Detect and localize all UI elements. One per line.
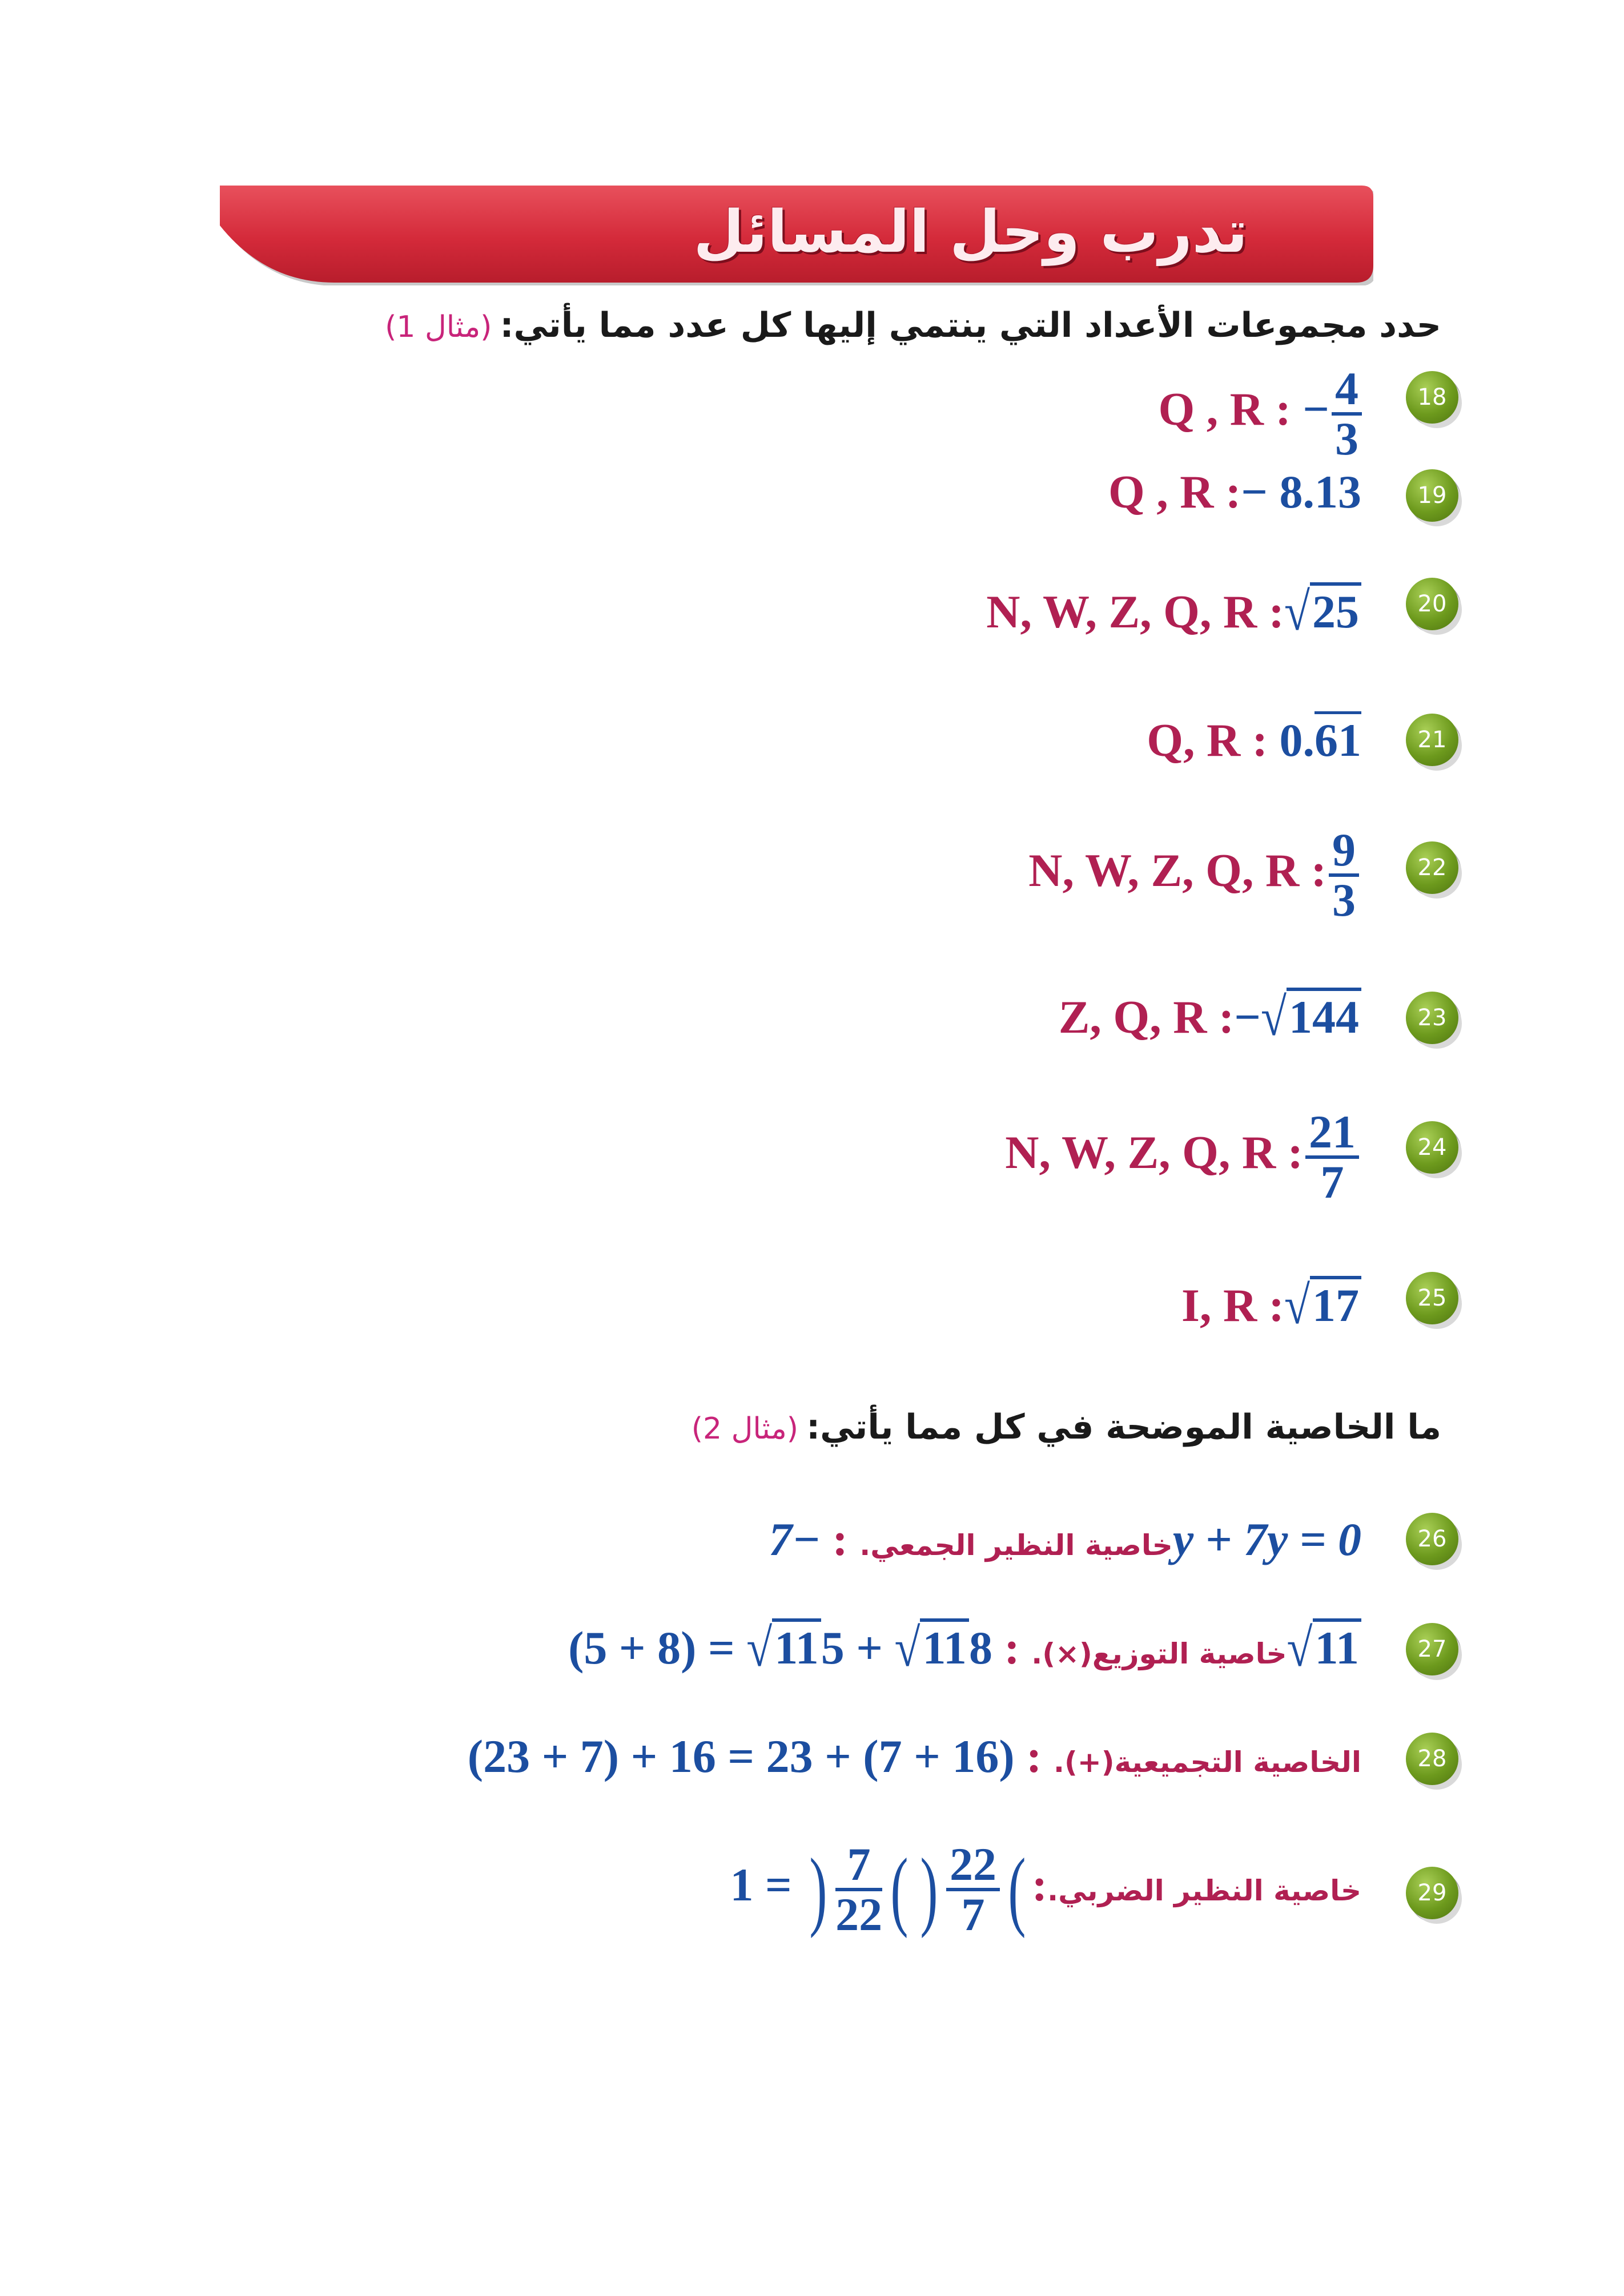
item-21 (1147, 714, 1361, 767)
radicand: 17 (1310, 1276, 1361, 1331)
number-sets: Q, R (1147, 714, 1241, 766)
item-22 (1028, 824, 1361, 926)
denominator: 7 (961, 1888, 985, 1940)
square-root: √144 (1261, 990, 1361, 1044)
radicand: 144 (1287, 988, 1361, 1043)
fraction (946, 1838, 1000, 1940)
number-sets: I, R (1181, 1279, 1257, 1331)
instruction-heading-1 (385, 305, 1441, 345)
property-name: خاصية النظير الجمعي. (859, 1529, 1173, 1562)
numerator: 4 (1332, 365, 1362, 416)
plus: + (844, 1622, 895, 1674)
fraction (1305, 1106, 1359, 1208)
item-23 (1058, 987, 1361, 1047)
colon: : (1299, 844, 1326, 896)
decimal-lead: 0. (1279, 714, 1315, 766)
fraction (1329, 824, 1359, 926)
instruction-heading-2 (692, 1407, 1441, 1447)
colon: : (1257, 586, 1284, 638)
item-number-badge: 28 (1406, 1733, 1458, 1785)
square-root: √11 (746, 1621, 821, 1675)
number-sets: Z, Q, R (1058, 991, 1207, 1043)
item-number-badge: 26 (1406, 1513, 1458, 1565)
numerator: 7 (835, 1841, 882, 1891)
item-number-badge: 29 (1406, 1867, 1458, 1919)
square-root: √11 (894, 1621, 969, 1675)
radicand: 11 (772, 1618, 821, 1674)
number-sets: N, W, Z, Q, R (986, 586, 1257, 638)
property-name: خاصية التوزيع(×). (1031, 1637, 1287, 1670)
heading-2-text: ما الخاصية الموضحة في كل مما يأتي: (806, 1407, 1441, 1447)
numerator: 9 (1329, 827, 1359, 877)
colon: : (1213, 466, 1241, 518)
item-24 (1005, 1106, 1361, 1208)
colon: : (992, 1622, 1032, 1674)
heading-1-ref: (مثال 1) (385, 310, 492, 344)
section-title: تدرب وحل المسائل (693, 198, 1248, 266)
number-sets: Q , R (1108, 466, 1214, 518)
item-25 (1181, 1275, 1361, 1335)
expression: −7y + 7y = 0 (769, 1513, 1361, 1565)
radicand: 11 (1313, 1618, 1361, 1674)
number-sets: N, W, Z, Q, R (1028, 844, 1300, 896)
colon: : (1257, 1279, 1284, 1331)
item-number-badge: 20 (1406, 578, 1458, 630)
property-29: خاصية النظير الضربي.:( $\frac{22}{7}$ )( $\frac{7}{22}$ ) = 1 (730, 1838, 1361, 1940)
square-root: √25 (1284, 585, 1361, 639)
heading-2-ref: (مثال 2) (691, 1412, 799, 1446)
number-sets: N, W, Z, Q, R (1005, 1126, 1276, 1178)
property-name: الخاصية التجميعية(+). (1053, 1746, 1361, 1779)
expression: (16 + 7) + 23 = 16 + (7 + 23) (467, 1730, 1015, 1782)
equals-part: = 1 (730, 1858, 804, 1911)
fraction (1332, 362, 1362, 465)
property-28 (468, 1730, 1361, 1783)
equals-part: = (8 + 5) (568, 1622, 747, 1674)
property-27 (568, 1618, 1361, 1678)
section-banner (220, 186, 1373, 285)
item-number-badge: 19 (1406, 469, 1458, 522)
colon: : (820, 1513, 860, 1565)
item-20 (986, 582, 1361, 642)
colon: : (1276, 1126, 1303, 1178)
denominator: 7 (1320, 1156, 1344, 1208)
colon: : (1014, 1730, 1054, 1782)
item-number-badge: 24 (1406, 1121, 1458, 1174)
property-name: خاصية النظير الضربي. (1047, 1874, 1361, 1907)
denominator: 3 (1335, 413, 1358, 465)
item-19 (1108, 465, 1361, 519)
decimal-value: − 8.13 (1241, 466, 1361, 518)
numerator: 22 (946, 1841, 1000, 1891)
heading-1-text: حدد مجموعات الأعداد التي ينتمي إليها كل عدد مما يأتي: (500, 305, 1441, 345)
item-18 (1158, 362, 1364, 465)
fraction (835, 1838, 883, 1940)
colon: : (1240, 714, 1280, 766)
radicand: 11 (920, 1618, 968, 1674)
square-root: √17 (1284, 1279, 1361, 1332)
item-number-badge: 25 (1406, 1272, 1458, 1324)
repeating-digits: 61 (1315, 711, 1361, 766)
item-number-badge: 18 (1406, 371, 1458, 424)
radicand: 25 (1310, 582, 1361, 638)
number-sets: Q , R (1158, 382, 1264, 435)
colon: : (1263, 382, 1303, 435)
colon: : (1207, 991, 1235, 1043)
numerator: 21 (1305, 1109, 1359, 1159)
coefficient-a: 8 (968, 1622, 992, 1674)
item-number-badge: 27 (1406, 1623, 1458, 1675)
coefficient-b: 5 (821, 1622, 845, 1674)
item-number-badge: 22 (1406, 841, 1458, 894)
colon: : (1031, 1858, 1048, 1911)
property-26 (769, 1513, 1361, 1566)
square-root: √11 (1287, 1621, 1362, 1675)
item-number-badge: 21 (1406, 714, 1458, 766)
sign: − (1234, 991, 1261, 1043)
sign: − (1303, 382, 1329, 435)
item-number-badge: 23 (1406, 992, 1458, 1044)
denominator: 22 (835, 1888, 883, 1940)
denominator: 3 (1332, 874, 1356, 926)
